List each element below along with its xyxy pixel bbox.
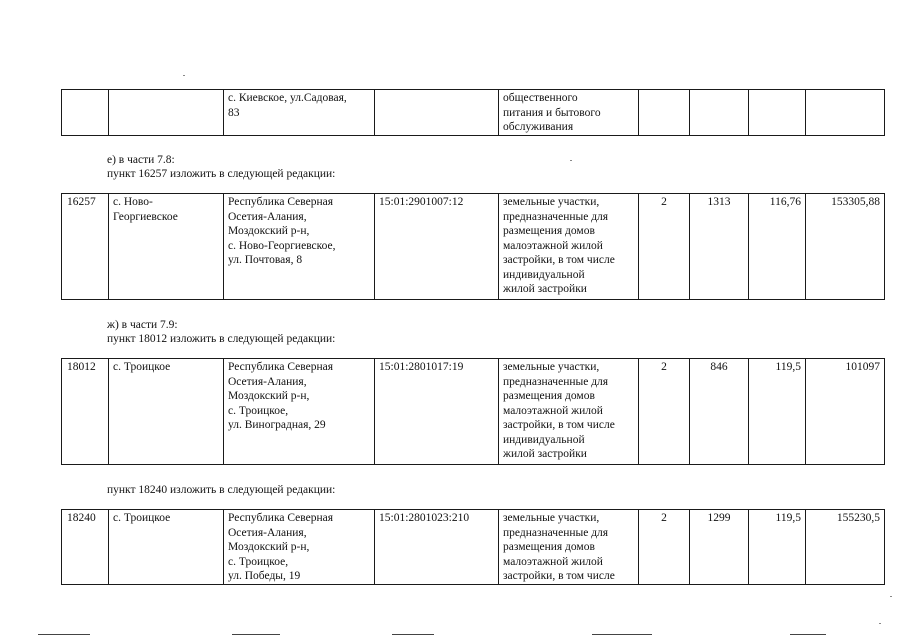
table-row xyxy=(62,510,885,585)
cell-value: 153305,88 xyxy=(806,194,885,300)
cell-area: 1313 xyxy=(690,194,749,300)
section-heading: ж) в части 7.9: xyxy=(107,319,178,331)
table-continuation xyxy=(61,89,885,136)
cell-address xyxy=(224,90,375,136)
cell-purpose xyxy=(499,359,639,465)
scan-rule-fragment xyxy=(38,634,90,635)
cell-group: 2 xyxy=(639,359,690,465)
table-item-18012 xyxy=(61,358,885,465)
address-line: Осетия-Алания, xyxy=(228,526,307,539)
address-line: Моздокский р-н, xyxy=(228,541,310,553)
section-instruction: пункт 18012 изложить в следующей редакции: xyxy=(107,333,336,345)
cell-cadastral: 15:01:2801023:210 xyxy=(375,510,499,585)
purpose-line: обслуживания xyxy=(503,121,574,133)
purpose-line: предназначенные для xyxy=(503,210,609,223)
purpose-line: малоэтажной жилой xyxy=(503,555,603,568)
cell-address xyxy=(224,510,375,585)
address-line: Осетия-Алания, xyxy=(228,210,307,223)
section-instruction: пункт 18240 изложить в следующей редакции: xyxy=(107,484,336,496)
cell-settlement xyxy=(109,90,224,136)
address-line: ул. Почтовая, 8 xyxy=(228,254,303,266)
cell-area: 846 xyxy=(690,359,749,465)
settlement-line: с. Ново- xyxy=(113,196,153,208)
address-line: с. Киевское, ул.Садовая, xyxy=(228,92,347,104)
cell-purpose xyxy=(499,510,639,585)
cell-group: 2 xyxy=(639,510,690,585)
cell-purpose xyxy=(499,194,639,300)
cell-settlement xyxy=(109,194,224,300)
purpose-line: размещения домов xyxy=(503,225,595,237)
scan-speck xyxy=(879,623,881,624)
table-item-18240 xyxy=(61,509,885,585)
settlement-line: Георгиевское xyxy=(113,210,178,223)
address-line: 83 xyxy=(228,106,240,119)
purpose-line: общественного xyxy=(503,92,578,104)
cell-area: 1299 xyxy=(690,510,749,585)
scan-rule-fragment xyxy=(790,634,826,635)
cell-group: 2 xyxy=(639,194,690,300)
settlement-line: с. Троицкое xyxy=(113,361,171,373)
cell-rate: 119,5 xyxy=(749,359,806,465)
cell-value: 101097 xyxy=(806,359,885,465)
address-line: Республика Северная xyxy=(228,512,334,524)
scan-speck xyxy=(890,596,892,597)
address-line: ул. Победы, 19 xyxy=(228,570,301,582)
cell-address xyxy=(224,194,375,300)
scan-speck xyxy=(570,160,572,161)
table-row xyxy=(62,359,885,465)
purpose-line: земельные участки, xyxy=(503,196,600,208)
purpose-line: питания и бытового xyxy=(503,106,601,119)
cell-num: 16257 xyxy=(62,194,109,300)
section-instruction: пункт 16257 изложить в следующей редакции: xyxy=(107,168,336,180)
cell-rate: 119,5 xyxy=(749,510,806,585)
section-heading: е) в части 7.8: xyxy=(107,154,175,166)
cell-area xyxy=(690,90,749,136)
scan-rule-fragment xyxy=(232,634,280,635)
scan-rule-fragment xyxy=(392,634,434,635)
purpose-line: малоэтажной жилой xyxy=(503,239,603,252)
cell-rate xyxy=(749,90,806,136)
address-line: Моздокский р-н, xyxy=(228,390,310,402)
cell-num: 18240 xyxy=(62,510,109,585)
cell-address xyxy=(224,359,375,465)
scan-rule-fragment xyxy=(592,634,652,635)
address-line: с. Троицкое, xyxy=(228,404,289,417)
cell-rate: 116,76 xyxy=(749,194,806,300)
cell-settlement xyxy=(109,510,224,585)
scan-speck xyxy=(183,75,185,76)
cell-value xyxy=(806,90,885,136)
address-line: с. Троицкое, xyxy=(228,555,289,568)
address-line: Осетия-Алания, xyxy=(228,375,307,388)
address-line: Республика Северная xyxy=(228,361,334,373)
purpose-line: застройки, в том числе xyxy=(503,254,615,266)
table-row xyxy=(62,194,885,300)
cell-cadastral xyxy=(375,90,499,136)
purpose-line: малоэтажной жилой xyxy=(503,404,603,417)
purpose-line: размещения домов xyxy=(503,390,595,402)
cell-cadastral: 15:01:2901007:12 xyxy=(375,194,499,300)
cell-settlement xyxy=(109,359,224,465)
cell-purpose xyxy=(499,90,639,136)
settlement-line: с. Троицкое xyxy=(113,512,171,524)
purpose-line: жилой застройки xyxy=(503,448,587,460)
cell-num: 18012 xyxy=(62,359,109,465)
address-line: Моздокский р-н, xyxy=(228,225,310,237)
purpose-line: жилой застройки xyxy=(503,283,587,295)
cell-value: 155230,5 xyxy=(806,510,885,585)
purpose-line: размещения домов xyxy=(503,541,595,553)
purpose-line: предназначенные для xyxy=(503,375,609,388)
cell-group xyxy=(639,90,690,136)
table-row xyxy=(62,90,885,136)
purpose-line: застройки, в том числе xyxy=(503,570,615,582)
purpose-line: предназначенные для xyxy=(503,526,609,539)
cell-num xyxy=(62,90,109,136)
address-line: с. Ново-Георгиевское, xyxy=(228,239,336,252)
cell-cadastral: 15:01:2801017:19 xyxy=(375,359,499,465)
table-item-16257 xyxy=(61,193,885,300)
purpose-line: индивидуальной xyxy=(503,433,585,446)
address-line: Республика Северная xyxy=(228,196,334,208)
purpose-line: застройки, в том числе xyxy=(503,419,615,431)
purpose-line: индивидуальной xyxy=(503,268,585,281)
purpose-line: земельные участки, xyxy=(503,361,600,373)
address-line: ул. Виноградная, 29 xyxy=(228,419,326,431)
purpose-line: земельные участки, xyxy=(503,512,600,524)
